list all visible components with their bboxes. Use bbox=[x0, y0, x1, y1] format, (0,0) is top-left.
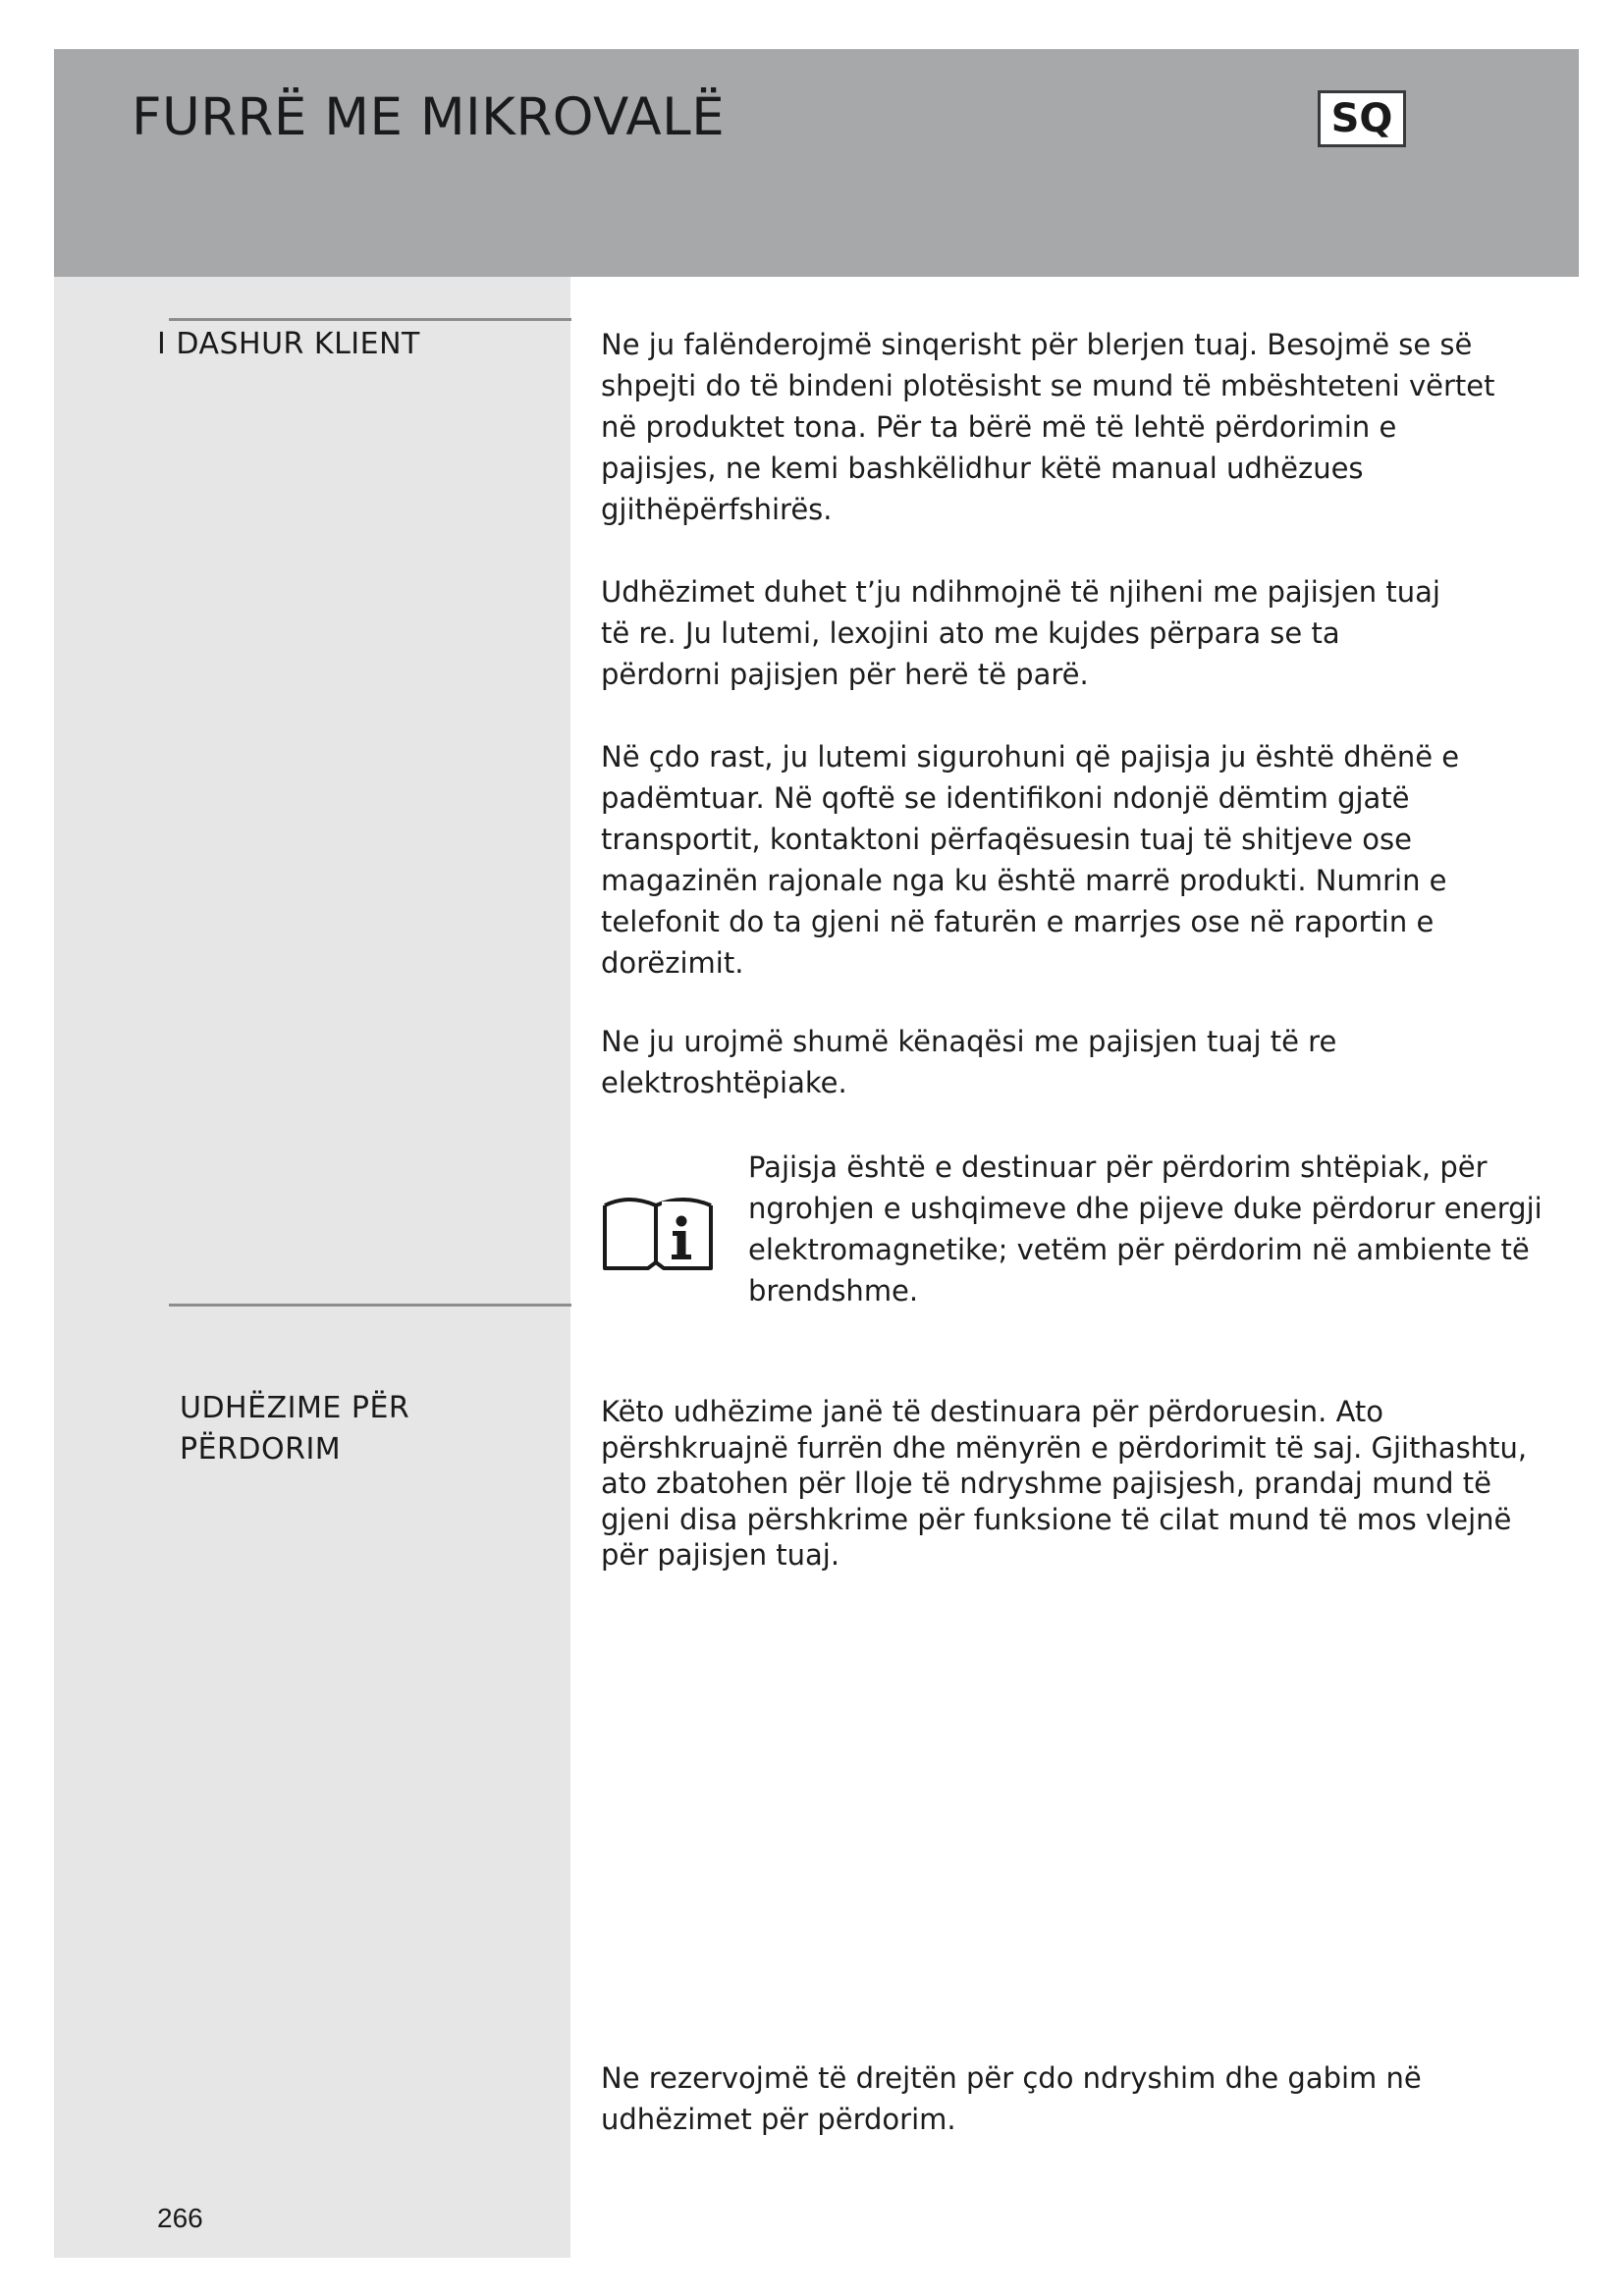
section-divider bbox=[169, 1304, 571, 1307]
page-title: FURRË ME MIKROVALË bbox=[132, 87, 726, 147]
info-manual-icon bbox=[601, 1188, 715, 1272]
damage-paragraph: Në çdo rast, ju lutemi sigurohuni që pajisja ju është dhënë e padëmtuar. Në qoftë se identifikoni ndonjë dëmtim gjatë transportit, kontaktoni përfaqësuesin tuaj të shitjeve ose magazinën rajonale nga ku është marrë produkti. Numrin e telefonit do ta gjeni në faturën e marrjes ose në raportin e dorëzimit. bbox=[601, 740, 1460, 980]
intro-paragraph: Ne ju falënderojmë sinqerisht për blerjen tuaj. Besojmë se së shpejti do të bindeni plotësisht se mund të mbështeteni vërtet në produktet tona. Për ta bërë më të lehtë përdorimin e pajisjes, ne kemi bashkëlidhur këtë manual udhëzues gjithëpërfshirës. bbox=[601, 328, 1495, 526]
section-label-usage-line1: UDHËZIME PËR bbox=[180, 1391, 410, 1425]
wishes-paragraph: Ne ju urojmë shumë kënaqësi me pajisjen tuaj të re elektroshtëpiake. bbox=[601, 1025, 1337, 1099]
instructions-paragraph: Udhëzimet duhet t’ju ndihmojnë të njiheni me pajisjen tuaj të re. Ju lutemi, lexojini ato me kujdes përpara se ta përdorni pajisjen për herë të parë. bbox=[601, 575, 1440, 691]
header-band bbox=[54, 49, 1579, 277]
disclaimer-paragraph: Ne rezervojmë të drejtën për çdo ndryshim dhe gabim në udhëzimet për përdorim. bbox=[601, 2061, 1422, 2136]
usage-paragraph: Këto udhëzime janë të destinuara për përdoruesin. Ato përshkruajnë furrën dhe mënyrën e përdorimit të saj. Gjithashtu, ato zbatohen për lloje të ndryshme pajisjesh, prandaj mund të gjeni disa përshkrime për funksione të cilat mund të mos vlejnë për pajisjen tuaj. bbox=[601, 1395, 1528, 1572]
sidebar-column bbox=[54, 277, 570, 2258]
section-divider bbox=[169, 318, 571, 321]
page-number: 266 bbox=[157, 2203, 203, 2233]
language-badge: SQ bbox=[1318, 90, 1406, 147]
section-label-usage-line2: PËRDORIM bbox=[180, 1432, 342, 1467]
notice-text: Pajisja është e destinuar për përdorim shtëpiak, për ngrohjen e ushqimeve dhe pijeve duke përdorur energji elektromagnetike; vetëm për përdorim në ambiente të brendshme. bbox=[748, 1150, 1543, 1308]
section-label-dear-customer: I DASHUR KLIENT bbox=[157, 327, 420, 361]
